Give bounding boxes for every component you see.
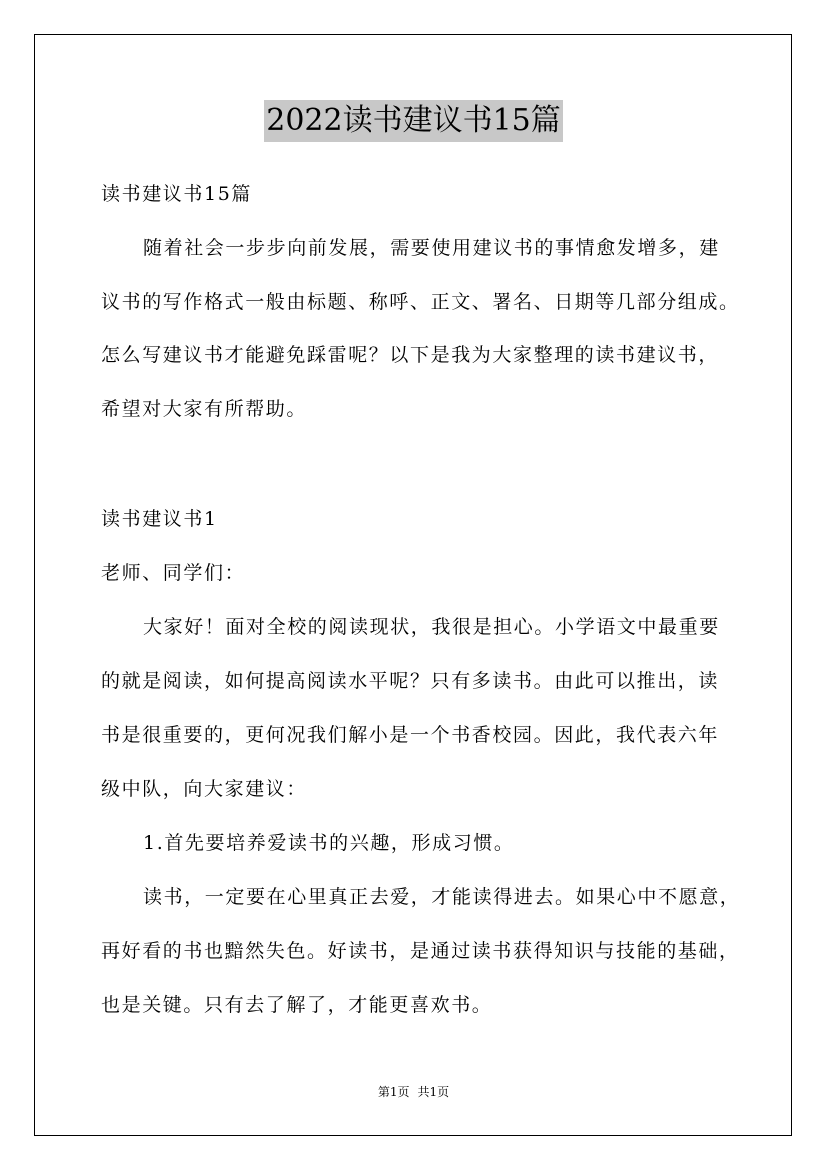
intro-line: 希望对大家有所帮助。 xyxy=(101,398,308,420)
body-line: 书是很重要的，更何况我们解小是一个书香校园。因此，我代表六年 xyxy=(101,724,720,746)
body-line: 读书，一定要在心里真正去爱，才能读得进去。如果心中不愿意， xyxy=(143,886,741,908)
body-line: 再好看的书也黯然失色。好读书，是通过读书获得知识与技能的基础， xyxy=(101,940,740,962)
body-line: 1.首先要培养爱读书的兴趣，形成习惯。 xyxy=(143,832,515,854)
body-line: 也是关键。只有去了解了，才能更喜欢书。 xyxy=(101,994,493,1016)
body-line: 大家好！面对全校的阅读现状，我很是担心。小学语文中最重要 xyxy=(143,616,720,638)
page-total: 共1页 xyxy=(417,1085,450,1099)
salutation: 老师、同学们： xyxy=(101,562,246,584)
subtitle: 读书建议书15篇 xyxy=(101,183,252,205)
intro-line: 议书的写作格式一般由标题、称呼、正文、署名、日期等几部分组成。 xyxy=(101,291,740,313)
body-line: 级中队，向大家建议： xyxy=(101,778,308,800)
intro-line: 怎么写建议书才能避免踩雷呢？以下是我为大家整理的读书建议书， xyxy=(101,344,720,366)
body-line: 的就是阅读，如何提高阅读水平呢？只有多读书。由此可以推出，读 xyxy=(101,670,720,692)
page-footer xyxy=(0,1084,827,1100)
title-container xyxy=(0,100,827,142)
page-number: 第1页 xyxy=(377,1085,410,1099)
intro-line: 随着社会一步步向前发展，需要使用建议书的事情愈发增多，建 xyxy=(143,237,720,259)
section-heading: 读书建议书1 xyxy=(101,508,218,530)
document-title: 2022读书建议书15篇 xyxy=(264,100,563,142)
